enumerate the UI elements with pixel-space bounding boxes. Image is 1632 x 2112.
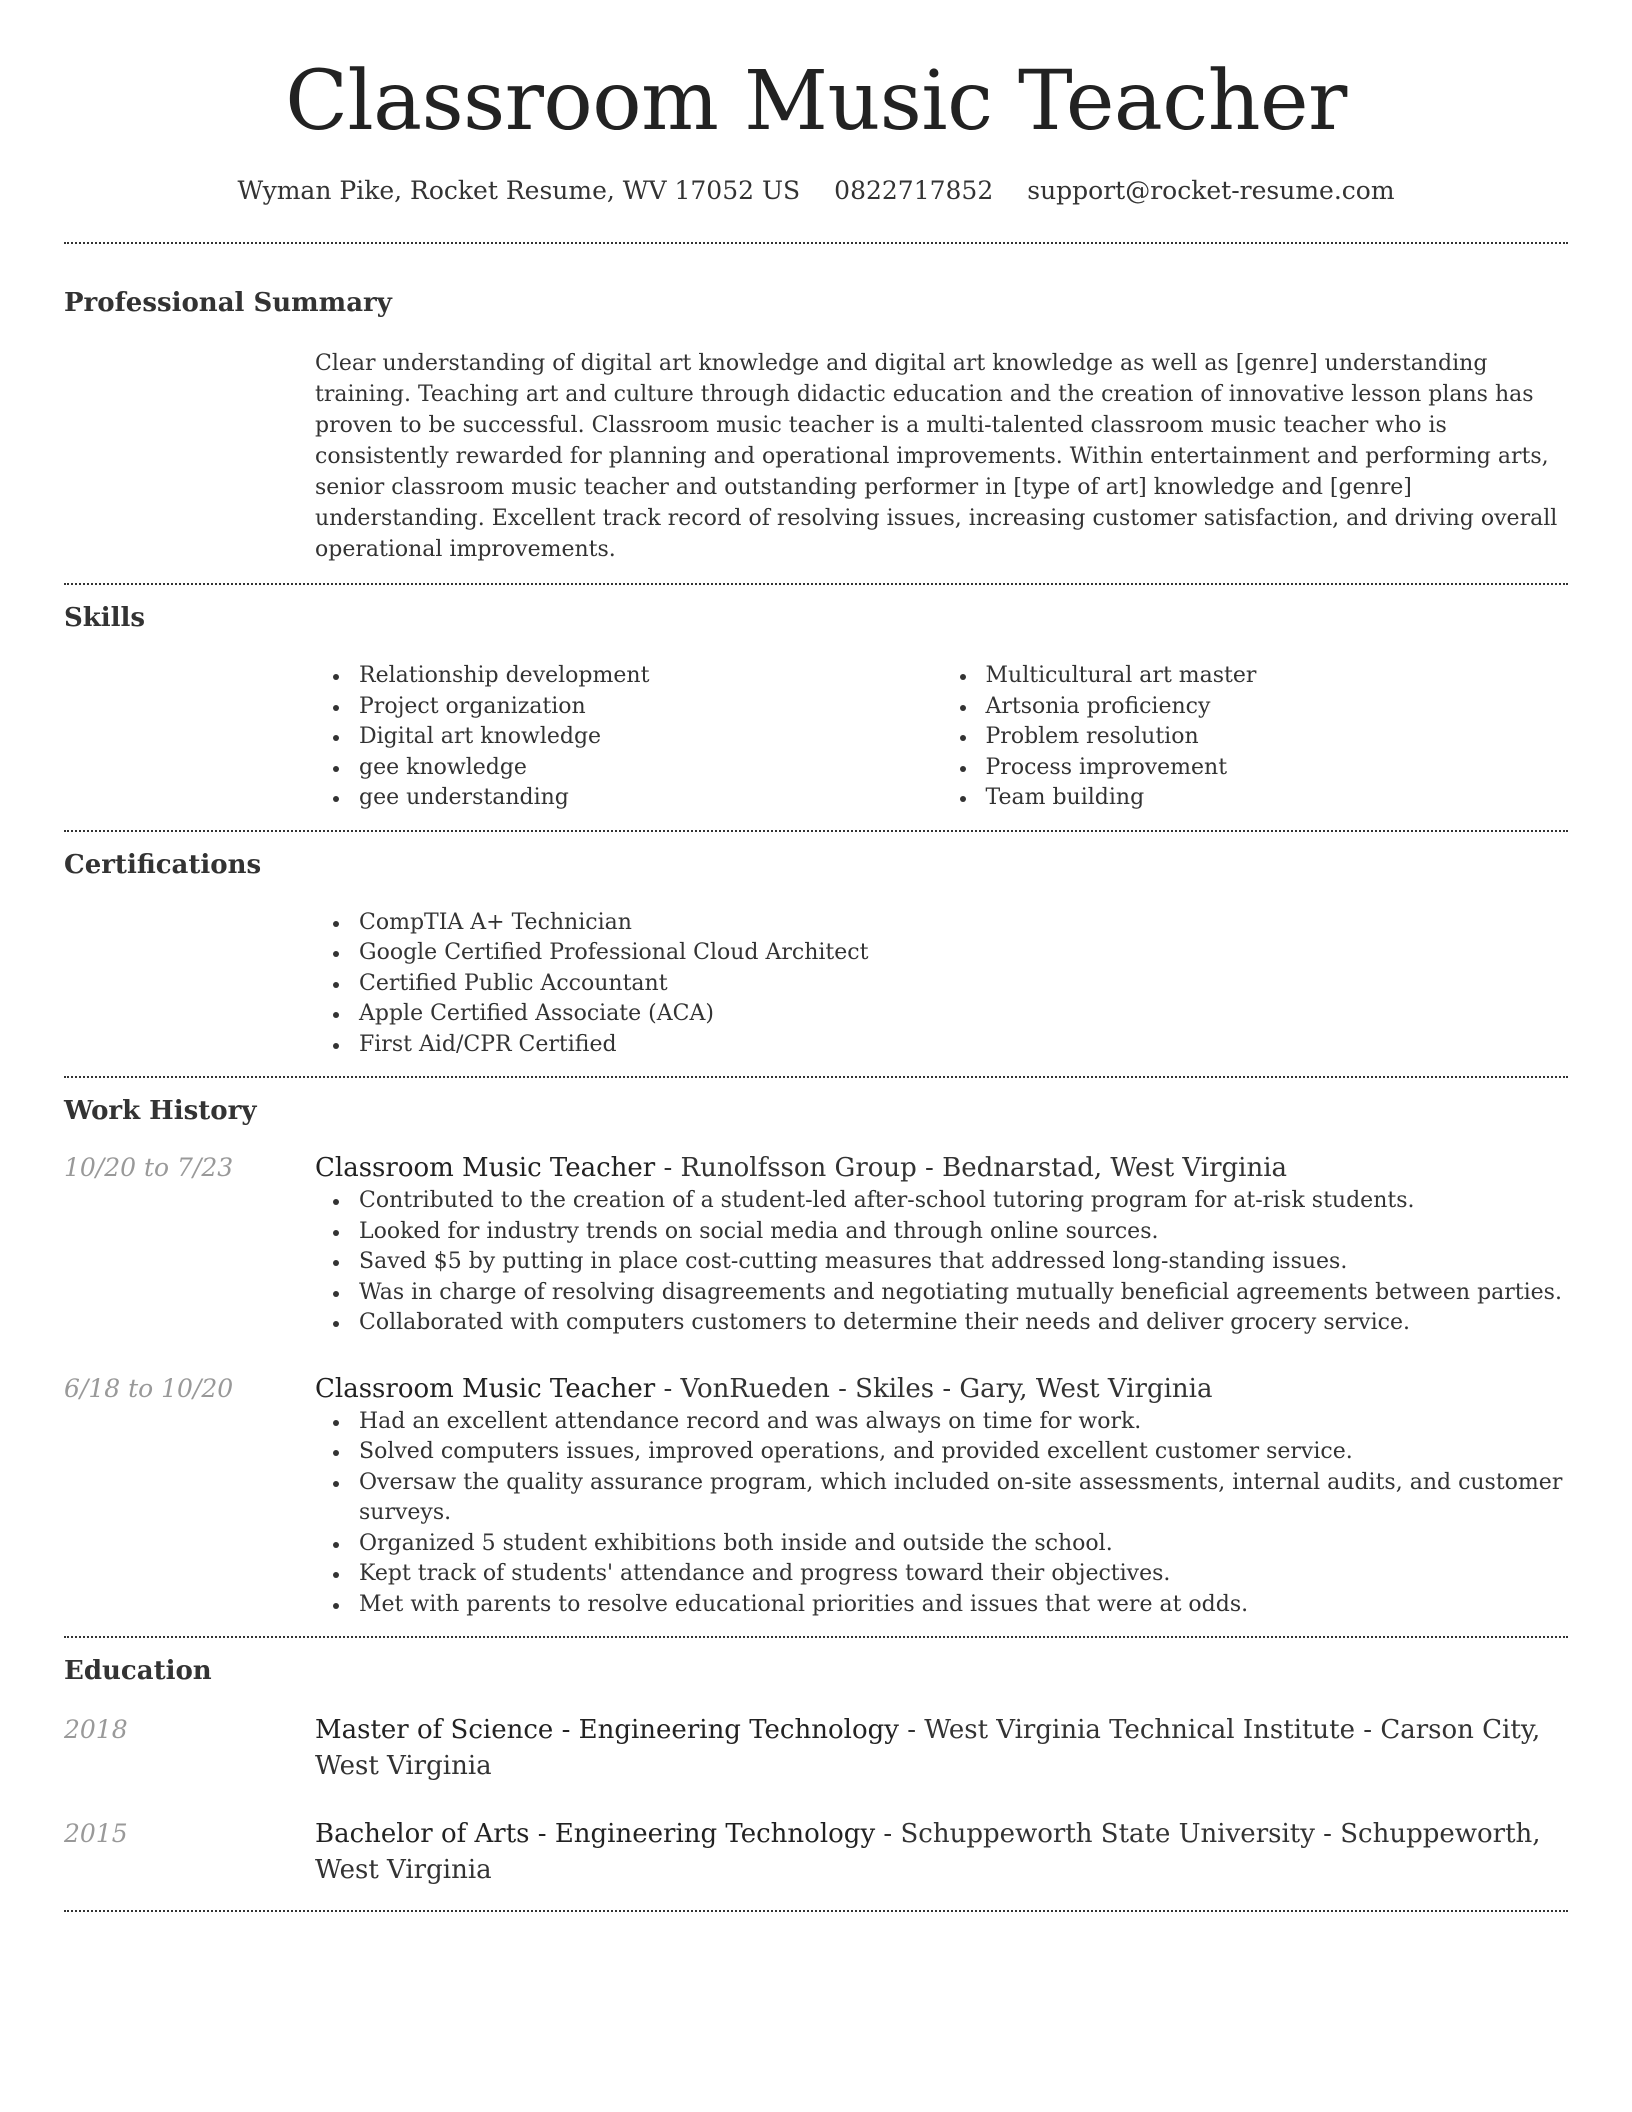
certifications-heading: Certifications — [64, 849, 262, 880]
list-item: Process improvement — [986, 753, 1569, 784]
list-item: First Aid/CPR Certified — [359, 1030, 1568, 1061]
list-item: Digital art knowledge — [359, 722, 942, 753]
work-dates: 6/18 to 10/20 — [64, 1373, 234, 1403]
list-item: Saved $5 by putting in place cost-cutting measures that addressed long-standing issues. — [359, 1247, 1568, 1278]
work-details — [315, 1371, 1568, 1621]
education-entry — [64, 1816, 1568, 1888]
work-entry — [64, 1371, 1568, 1621]
work-title — [315, 1150, 1568, 1186]
list-item: Kept track of students' attendance and progress toward their objectives. — [359, 1559, 1568, 1590]
work-dates: 10/20 to 7/23 — [64, 1153, 234, 1182]
education-heading: Education — [64, 1656, 212, 1686]
work-employer: - Runolfsson Group - Bednarstad, West Virginia — [655, 1153, 1288, 1183]
list-item: Apple Certified Associate (ACA) — [359, 999, 1568, 1030]
contact-address: Wyman Pike, Rocket Resume, WV 17052 US — [237, 176, 801, 205]
education-entries — [64, 1688, 1568, 1910]
resume-header — [64, 0, 1568, 208]
education-details — [315, 1712, 1568, 1784]
certifications-list — [315, 908, 1568, 1061]
certifications-body — [315, 882, 1568, 1077]
work-role: Classroom Music Teacher — [315, 1373, 656, 1404]
list-item: gee knowledge — [359, 753, 942, 784]
skills-list-left — [315, 661, 942, 814]
skills-list-right — [942, 661, 1569, 814]
work-entries — [64, 1128, 1568, 1636]
list-item: Google Certified Professional Cloud Architect — [359, 938, 1568, 969]
list-item: Oversaw the quality assurance program, which included on-site assessments, internal audits, and customer surveys. — [359, 1468, 1568, 1529]
education-year: 2015 — [64, 1819, 128, 1848]
education-entry — [64, 1712, 1568, 1784]
page-title: Classroom Music Teacher — [285, 54, 1347, 149]
work-bullets — [315, 1186, 1568, 1339]
education-school: - Schuppeworth State University - Schuppeworth, West Virginia — [315, 1819, 1541, 1885]
list-item: CompTIA A+ Technician — [359, 908, 1568, 939]
list-item: Certified Public Accountant — [359, 969, 1568, 1000]
list-item: Multicultural art master — [986, 661, 1569, 692]
section-divider — [64, 1910, 1568, 1912]
list-item: Contributed to the creation of a student-led after-school tutoring program for at-risk students. — [359, 1186, 1568, 1217]
list-item: gee understanding — [359, 783, 942, 814]
work-history-section — [64, 1078, 1568, 1636]
skills-heading: Skills — [64, 603, 146, 633]
education-degree: Bachelor of Arts - Engineering Technology — [315, 1819, 876, 1849]
list-item: Met with parents to resolve educational priorities and issues that were at odds. — [359, 1590, 1568, 1621]
list-item: Was in charge of resolving disagreements and negotiating mutually beneficial agreements between parties. — [359, 1278, 1568, 1309]
list-item: Relationship development — [359, 661, 942, 692]
summary-text: Clear understanding of digital art knowledge and digital art knowledge as well as [genre] understanding training. Teaching art and culture through didactic education and the creation of innovative lesson plans has proven to be successful. Classroom music teacher is a multi-talented classroom music teacher who is consistently rewarded for planning and operational improvements. Within entertainment and performing arts, senior classroom music teacher and outstanding performer in [type of art] knowledge and [genre] understanding. Excellent track record of resolving issues, increasing customer satisfaction, and driving overall operational improvements. — [315, 351, 1558, 562]
education-year: 2018 — [64, 1715, 128, 1744]
work-bullets — [315, 1407, 1568, 1621]
work-employer: - VonRueden - Skiles - Gary, West Virginia — [655, 1373, 1213, 1404]
work-details — [315, 1150, 1568, 1339]
skills-section — [64, 585, 1568, 830]
contact-line — [64, 174, 1568, 208]
education-degree: Master of Science - Engineering Technology — [315, 1715, 899, 1745]
contact-phone: 0822717852 — [834, 176, 994, 205]
work-title — [315, 1371, 1568, 1407]
summary-section — [64, 244, 1568, 583]
contact-email: support@rocket-resume.com — [1027, 176, 1395, 205]
education-school: - West Virginia Technical Institute - Carson City, West Virginia — [315, 1715, 1541, 1781]
list-item: Solved computers issues, improved operations, and provided excellent customer service. — [359, 1437, 1568, 1468]
list-item: Looked for industry trends on social media and through online sources. — [359, 1217, 1568, 1248]
list-item: Collaborated with computers customers to determine their needs and deliver grocery service. — [359, 1308, 1568, 1339]
list-item: Project organization — [359, 692, 942, 723]
education-section — [64, 1638, 1568, 1910]
skills-columns — [315, 635, 1568, 830]
work-history-heading: Work History — [64, 1096, 257, 1126]
certifications-section — [64, 832, 1568, 1077]
education-details — [315, 1816, 1568, 1888]
list-item: Problem resolution — [986, 722, 1569, 753]
summary-heading: Professional Summary — [64, 288, 392, 318]
list-item: Artsonia proficiency — [986, 692, 1569, 723]
work-role: Classroom Music Teacher — [315, 1153, 656, 1183]
list-item: Had an excellent attendance record and was always on time for work. — [359, 1407, 1568, 1438]
list-item: Team building — [986, 783, 1569, 814]
list-item: Organized 5 student exhibitions both inside and outside the school. — [359, 1529, 1568, 1560]
work-entry — [64, 1150, 1568, 1339]
